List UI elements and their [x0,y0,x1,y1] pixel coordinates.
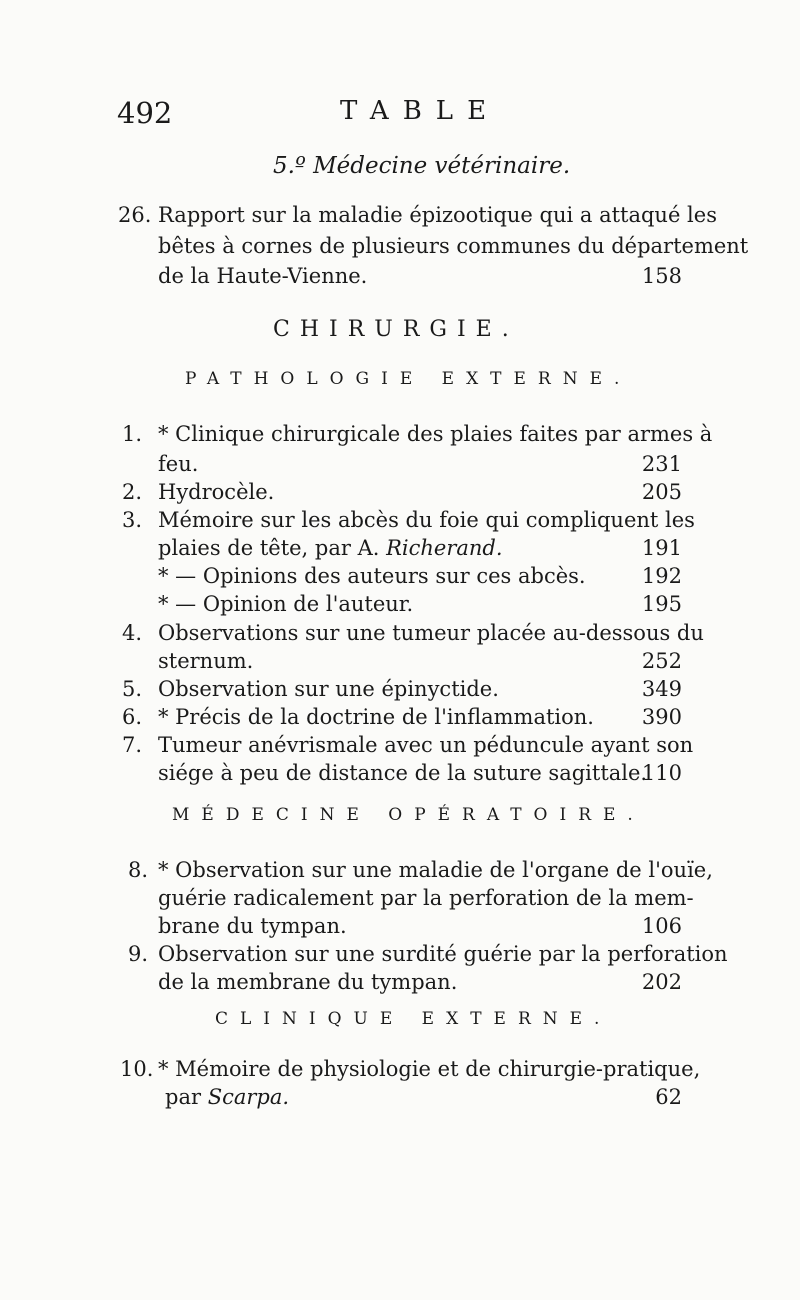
section-medecine-operatoire: MÉDECINE OPÉRATOIRE. [172,805,645,825]
entry-8-page: 106 [641,914,682,938]
entry-4-page: 252 [641,649,682,673]
entry-10-number: 10. [120,1057,154,1081]
entry-3-page: 191 [641,536,682,560]
entry-1-number: 1. [122,422,143,446]
entry-26-line-2: bêtes à cornes de plusieurs communes du département [158,234,749,258]
entry-3-sub-1: * — Opinions des auteurs sur ces abcès. [158,564,586,588]
entry-3-line-2: plaies de tête, par A. Richerand. [158,536,503,560]
entry-10-line-2: par Scarpa. [165,1085,290,1109]
section-chirurgie: CHIRURGIE. [273,317,519,342]
running-title: TABLE [340,96,501,126]
entry-5-number: 5. [122,677,143,701]
subheading-veterinary: 5.º Médecine vétérinaire. [273,153,571,179]
entry-5-page: 349 [641,677,682,701]
entry-9-page: 202 [641,970,682,994]
author-richerand: Richerand. [386,536,503,560]
entry-1-line-2: feu. [158,452,199,476]
entry-4-number: 4. [122,621,143,645]
entry-3-number: 3. [122,508,143,532]
entry-2-page: 205 [641,480,682,504]
entry-6-line-1: * Précis de la doctrine de l'inflammation. [158,705,594,729]
entry-4-line-2: sternum. [158,649,254,673]
entry-8-number: 8. [128,858,149,882]
section-clinique-externe: CLINIQUE EXTERNE. [215,1009,612,1029]
entry-26-page: 158 [641,264,682,288]
entry-7-number: 7. [122,733,143,757]
page-number: 492 [117,96,173,130]
entry-7-line-2: siége à peu de distance de la suture sagittale. [158,761,648,785]
entry-26-line-3: de la Haute-Vienne. [158,264,368,288]
entry-1-page: 231 [641,452,682,476]
entry-9-line-2: de la membrane du tympan. [158,970,458,994]
section-pathologie-externe: PATHOLOGIE EXTERNE. [185,369,632,389]
entry-6-page: 390 [641,705,682,729]
entry-2-line-1: Hydrocèle. [158,480,275,504]
entry-4-line-1: Observations sur une tumeur placée au-dessous du [158,621,704,645]
entry-26-number: 26. [118,203,152,227]
entry-9-line-1: Observation sur une surdité guérie par la perforation [158,942,728,966]
entry-3-sub-1-page: 192 [641,564,682,588]
entry-3-line-1: Mémoire sur les abcès du foie qui compliquent les [158,508,695,532]
entry-10-line-1: * Mémoire de physiologie et de chirurgie-pratique, [158,1057,701,1081]
entry-3-sub-2: * — Opinion de l'auteur. [158,592,414,616]
entry-1-line-1: * Clinique chirurgicale des plaies faites par armes à [158,422,713,446]
entry-7-line-1: Tumeur anévrismale avec un péduncule ayant son [158,733,694,757]
entry-8-line-1: * Observation sur une maladie de l'organe de l'ouïe, [158,858,713,882]
entry-3-sub-2-page: 195 [641,592,682,616]
entry-5-line-1: Observation sur une épinyctide. [158,677,499,701]
entry-2-number: 2. [122,480,143,504]
author-scarpa: Scarpa. [207,1085,290,1109]
entry-7-page: 110 [641,761,682,785]
entry-8-line-2: guérie radicalement par la perforation de la mem- [158,886,694,910]
entry-10-page: 62 [655,1085,682,1109]
entry-6-number: 6. [122,705,143,729]
entry-9-number: 9. [128,942,149,966]
entry-8-line-3: brane du tympan. [158,914,347,938]
entry-26-line-1: Rapport sur la maladie épizootique qui a attaqué les [158,203,717,227]
